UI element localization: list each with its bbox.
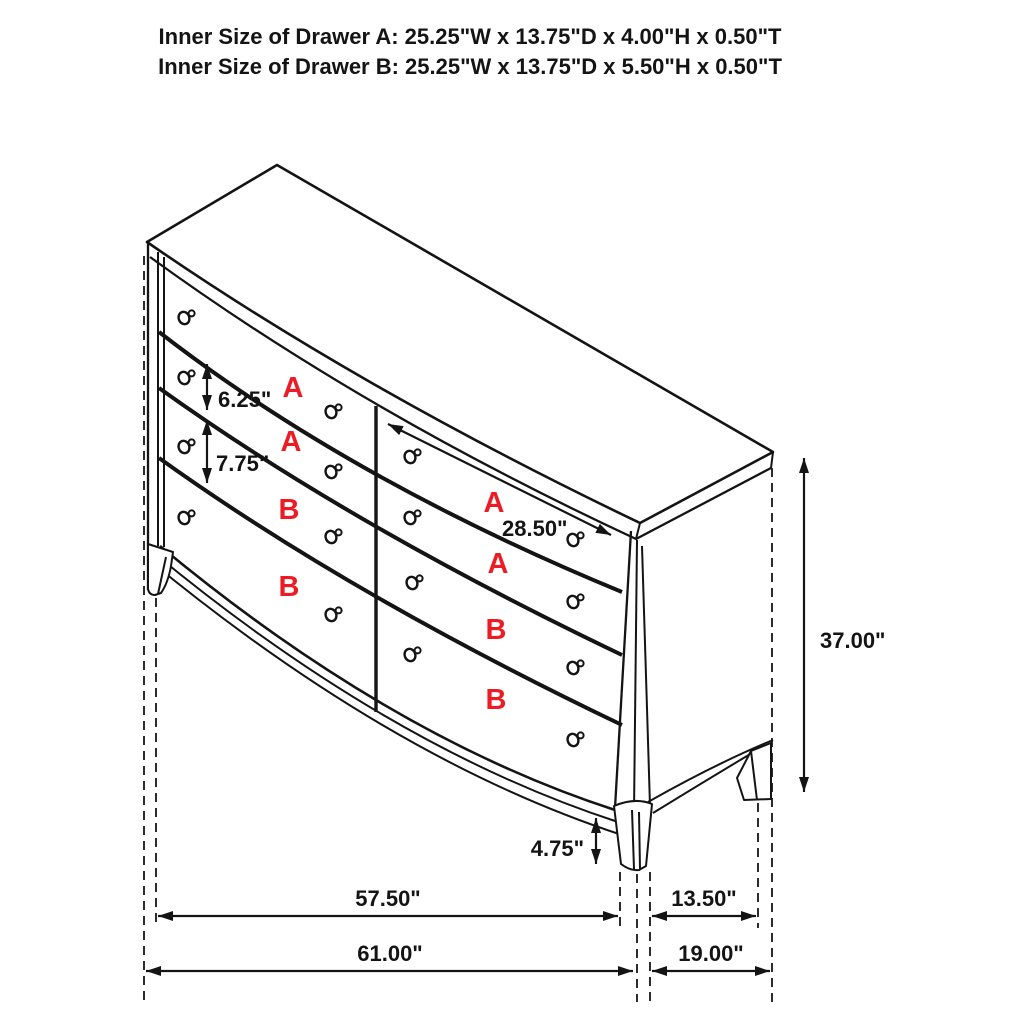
- drawer-label-right-2: A: [487, 548, 509, 580]
- front-left-leg-outline: [148, 544, 173, 595]
- dim-overall-width: [146, 941, 633, 971]
- knob: [177, 510, 195, 525]
- front-right-leg: [614, 801, 652, 870]
- drawer-label-left-3: B: [278, 494, 300, 526]
- knob: [177, 370, 195, 385]
- dim-label-drawer-b-height: 7.75": [216, 451, 270, 476]
- drawer-label-right-3: B: [485, 614, 507, 646]
- drawer-label-left-1: A: [282, 372, 304, 404]
- knob: [177, 439, 195, 454]
- dim-label-leg-height: 4.75": [530, 836, 584, 861]
- title: [158, 24, 782, 79]
- right-corner-post-side-edge: [642, 546, 650, 806]
- front-left-leg: [148, 544, 173, 595]
- dresser-top: [147, 165, 773, 539]
- back-right-leg: [737, 743, 771, 800]
- knob: [405, 575, 423, 590]
- knob: [403, 510, 421, 525]
- title-line-1: Inner Size of Drawer A: 25.25"W x 13.75"D x 4.00"H x 0.50"T: [158, 24, 782, 49]
- drawer-label-left-2: A: [280, 426, 302, 458]
- knob: [177, 310, 195, 325]
- dim-overall-height: [804, 458, 885, 792]
- knob: [566, 532, 584, 547]
- right-corner-post-front-edge: [615, 531, 631, 808]
- knob: [566, 594, 584, 609]
- knob: [403, 647, 421, 662]
- bottom-rail-top-edge: [160, 546, 615, 810]
- knob: [403, 449, 421, 464]
- dim-label-drawer-a-height: 6.25": [218, 387, 272, 412]
- dim-drawer-a-height: [207, 364, 271, 412]
- drawer-label-right-1: A: [483, 487, 505, 519]
- knob: [324, 404, 342, 419]
- dim-overall-depth: [652, 941, 770, 971]
- top-back-right-corner-cap: [771, 452, 773, 468]
- front-right-leg-corner-edge-2: [639, 812, 640, 869]
- dim-label-overall-width: 61.00": [357, 941, 423, 966]
- right-corner-post-mid-edge: [634, 540, 637, 812]
- side-panel-bottom-edge-inner: [653, 753, 752, 813]
- knob: [324, 607, 342, 622]
- title-line-2: Inner Size of Drawer B: 25.25"W x 13.75"D x 5.50"H x 0.50"T: [158, 54, 782, 79]
- dim-front-width: [158, 886, 618, 916]
- drawer-label-right-4: B: [485, 684, 507, 716]
- dim-label-side-depth: 13.50": [671, 886, 737, 911]
- dim-leg-height: [531, 818, 596, 864]
- dim-label-drawer-width: 28.50": [502, 516, 568, 541]
- dim-label-overall-depth: 19.00": [678, 941, 744, 966]
- knob: [566, 660, 584, 675]
- knob: [324, 529, 342, 544]
- dim-label-front-width: 57.50": [355, 886, 421, 911]
- drawer-label-left-4: B: [278, 571, 300, 603]
- knob: [324, 464, 342, 479]
- dim-label-overall-height: 37.00": [820, 628, 886, 653]
- dim-side-depth: [652, 886, 756, 916]
- knob: [566, 732, 584, 747]
